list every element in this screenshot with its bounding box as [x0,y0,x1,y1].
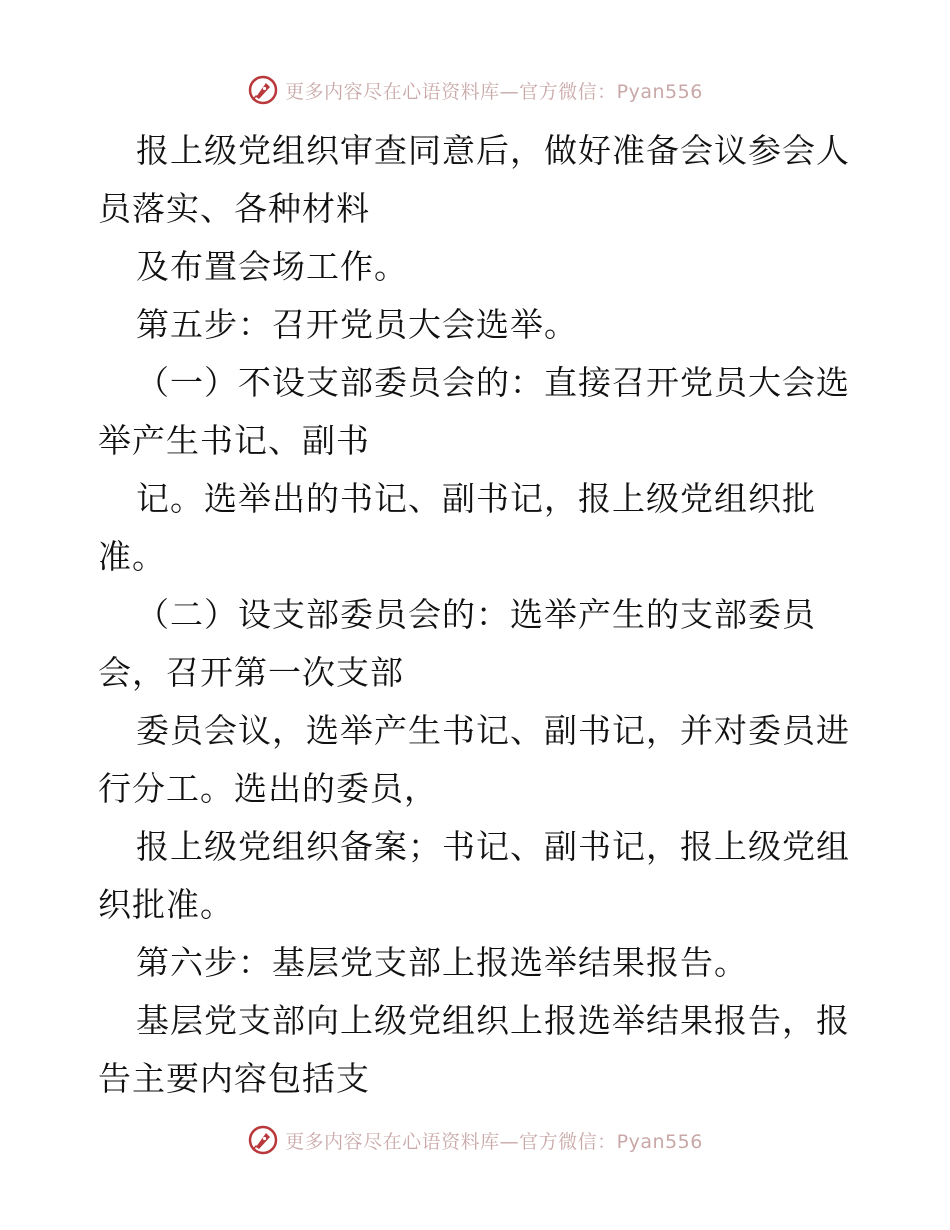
text-line: 基层党支部向上级党组织上报选举结果报告，报 [136,1001,850,1040]
text-line: 及布置会场工作。 [136,247,408,286]
banner-text: 更多内容尽在心语资料库—官方微信：Pyan556 [285,1130,703,1153]
text-line: 员落实、各种材料 [98,189,370,228]
document-body [98,122,858,1108]
text-line: 举产生书记、副书 [98,421,370,460]
text-line: 报上级党组织备案；书记、副书记，报上级党组 [136,827,850,866]
banner-text: 更多内容尽在心语资料库—官方微信：Pyan556 [285,80,703,103]
pen-nib-logo-icon [247,74,279,106]
text-line: 报上级党组织审查同意后，做好准备会议参会人 [136,131,850,170]
text-line: 委员会议，选举产生书记、副书记，并对委员进 [136,711,850,750]
header-banner [0,70,950,110]
text-line: 行分工。选出的委员， [98,769,438,808]
text-line: 记。选举出的书记、副书记，报上级党组织批 [136,479,816,518]
text-line: 第五步：召开党员大会选举。 [136,305,578,344]
text-line: 第六步：基层党支部上报选举结果报告。 [136,943,748,982]
text-line: 告主要内容包括支 [98,1059,370,1098]
footer-banner [0,1120,950,1160]
text-line: 会，召开第一次支部 [98,653,404,692]
pen-nib-logo-icon [247,1124,279,1156]
text-line: （二）设支部委员会的：选举产生的支部委员 [136,595,816,634]
text-line: （一）不设支部委员会的：直接召开党员大会选 [136,363,850,402]
text-line: 准。 [98,537,166,576]
text-line: 织批准。 [98,885,234,924]
